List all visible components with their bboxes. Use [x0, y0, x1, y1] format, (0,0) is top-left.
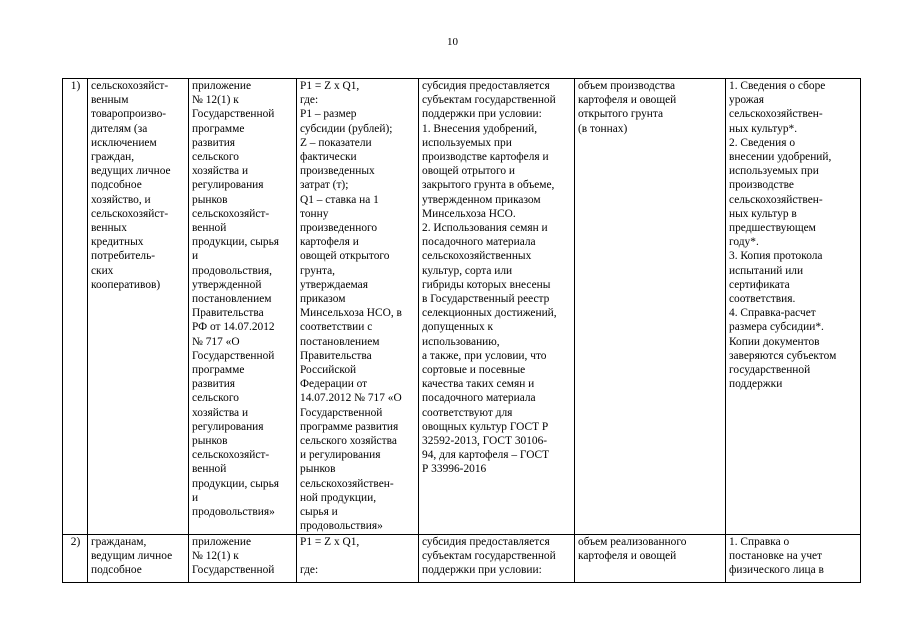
- table-row: [63, 534, 861, 582]
- conditions-cell: [419, 534, 575, 582]
- page-number: 10: [447, 36, 458, 48]
- recipients-cell: [88, 534, 189, 582]
- subsidy-conditions-table: [62, 78, 861, 583]
- formula-text: P1 = Z x Q1, где:: [300, 535, 360, 576]
- legal-basis-text: приложение № 12(1) к Государственной: [192, 535, 275, 576]
- legal-basis-cell: [189, 534, 297, 582]
- documents-text: 1. Справка о постановке на учет физического лица в: [729, 535, 824, 576]
- documents-cell: [726, 534, 861, 582]
- conditions-text: субсидия предоставляется субъектам государственной поддержки при условии:: [422, 535, 556, 576]
- table-row: [63, 79, 861, 535]
- recipients-text: гражданам, ведущим личное подсобное: [91, 535, 173, 576]
- formula-cell: P1 = Z x Q1, где: P1 – размер субсидии (рублей); Z – показатели фактически произведенных затрат (т); Q1 – ставка на 1 тонну произведенного картофеля и овощей открытого грунта, утверждаемая приказом Минсельхоза НСО, в соответствии с постановлением Правительства Российской Федерации от 14.07.2012 № 717 «О Государственной программе развития сельского хозяйства и регулирования рынков сельскохозяйствен- ной продукции, сырья и продовольствия»: [297, 79, 419, 535]
- documents-cell: 1. Сведения о сборе урожая сельскохозяйствен- ных культур*. 2. Сведения о внесении удобрений, используемых при производстве сельскохозяйствен- ных культур в предшествующем году*. 3. Копия протокола испытаний или сертификата соответствия. 4. Справка-расчет размера субсидии*. Копии документов заверяются субъектом государственной поддержки: [726, 79, 861, 535]
- row-number-text: 2): [70, 535, 81, 548]
- recipients-cell: сельскохозяйст- венным товаропроизво- дителям (за исключением граждан, ведущих личное подсобное хозяйство, и сельскохозяйст- венных кредитных потребитель- ских кооперативов): [88, 79, 189, 535]
- indicator-cell: объем производства картофеля и овощей открытого грунта (в тоннах): [575, 79, 726, 535]
- formula-cell: [297, 534, 419, 582]
- indicator-cell: [575, 534, 726, 582]
- indicator-text: объем реализованного картофеля и овощей: [578, 535, 687, 562]
- legal-basis-cell: приложение № 12(1) к Государственной программе развития сельского хозяйства и регулирования рынков сельскохозяйст- венной продукции, сырья и продовольствия, утвержденной постановлением Правительства РФ от 14.07.2012 № 717 «О Государственной программе развития сельского хозяйства и регулирования рынков сельскохозяйст- венной продукции, сырья и продовольствия»: [189, 79, 297, 535]
- row-number: 1): [63, 79, 88, 535]
- conditions-cell: субсидия предоставляется субъектам государственной поддержки при условии: 1. Внесения удобрений, используемых при производстве картофеля и овощей отрытого и закрытого грунта в объеме, утвержденном приказом Минсельхоза НСО. 2. Использования семян и посадочного материала сельскохозяйственных культур, сорта или гибриды которых внесены в Государственный реестр селекционных достижений, допущенных к использованию, а также, при условии, что сортовые и посевные качества таких семян и посадочного материала соответствуют для овощных культур ГОСТ Р 32592-2013, ГОСТ 30106- 94, для картофеля – ГОСТ Р 33996-2016: [419, 79, 575, 535]
- row-number: [63, 534, 88, 582]
